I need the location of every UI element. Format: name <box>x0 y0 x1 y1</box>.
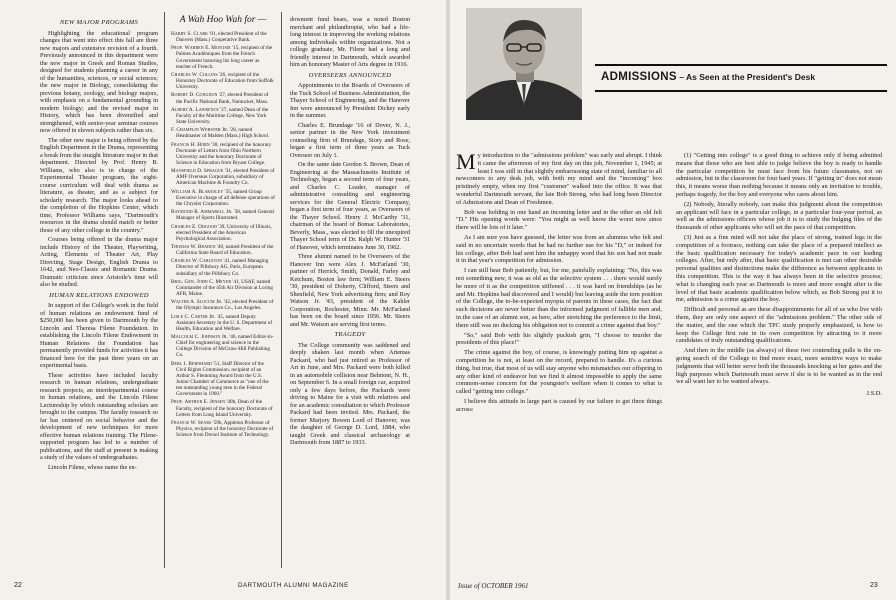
paragraph: (2) Nobody, literally nobody, can make this judgment about the competition an applicant will face in a particular college, in a particular four-year period, as well as the admissions officers whose job it is to study the bulging files of the thousands of other applicants who will set the pace of that competition. <box>676 200 882 232</box>
honor-item <box>171 189 275 207</box>
paragraph <box>456 152 662 207</box>
honor-item <box>171 399 275 417</box>
honoree-name: Thomas W. Braden <box>171 243 216 250</box>
section-new-major-programs <box>40 19 158 289</box>
page-number: 22 <box>14 582 22 589</box>
honoree-name: Francis W. Sears <box>171 419 212 426</box>
magazine-name: DARTMOUTH ALUMNI MAGAZINE <box>238 582 349 589</box>
honor-item <box>171 127 275 139</box>
honor-description: '59h, Appleton Professor of Physics, recipient of the honorary Doctorate of Science from Drexel Institute of Technology. <box>176 419 274 439</box>
right-column-1 <box>456 152 662 572</box>
honor-item <box>171 142 275 166</box>
honoree-name: Robert D. Congdon <box>171 92 218 99</box>
paragraph: I can still hear Bob patiently, but, for me, painfully explaining: "No, this was not something new, it was as old as the selective system . . . there would surely be more of it as the competition stiffened . . . it was hard on friendships (as he and Mr. Hopkins had discovered and I would) but leaving aside the torn position of the College, the to-be-expected myopia of parents in these cases, the fact that such decisions are never better than the informed judgment of fallible men and, in the case of an alumni son, as here, after stretching the preference to the limit, there still was no ducking his obligation not to commit a crime against that boy." <box>456 267 662 329</box>
section-heading: NEW MAJOR PROGRAMS <box>59 19 139 26</box>
honor-item <box>171 361 275 398</box>
paragraph: Difficult and personal as are these disappointments for all of us who live with them, they are only one aspect of the "admissions problem." The other side of the matter, and the one which the TPC study properly emphasized, is how to keep the College first rate in its own competition by attracting to it more candidates of truly outstanding qualifications. <box>676 306 882 345</box>
paragraph: (3) Just as a fine mind will not take the place of strong, trained legs in the competition of a footrace, nothing can take the place of a prepared intellect as the basic qualification necessary for today's academic pace in our leading colleges. After, but only after, that basic qualification is met can other desirable personal qualities and distinctions make the difference as between applicants in this competition. This is the way it has always been in the selective process; what is changing each year as Dartmouth is more and more sought after is the level of that basic academic qualification below which, as Bob Strong put it to me, admission is a crime against the boy. <box>676 233 882 304</box>
paragraph: As I am sure you have guessed, the letter was from an alumnus who felt and said in no uncertain words that he had no further use for his "D," or indeed for his college, after Bob had sent him the unhappy word that his son had not made it in that year's competition for admission. <box>456 233 662 265</box>
honor-description: '41, named Managing Director of Pillsbury AG, Paris, European subsidiary of the Pillsbury Co. <box>176 258 269 277</box>
paragraph: Three alumni named to be Overseers of the Hanover Inn were Alex J. McFarland '30, partner of Herrick, Smith, Donald, Farley and Ketchum, Boston law firm; William E. Steers '30, president of Doherty, Clifford, Steers and Shenfield, New York advertising firm; and Roy Watson Jr. '43, president of the Kahler Corporation, Rochester, Minn. Mr. McFarland has been on the board since 1956. Mr. Steers and Mr. Watson are serving first terms. <box>290 253 410 328</box>
section-heading: HUMAN RELATIONS ENDOWED <box>49 291 149 299</box>
honor-item <box>171 420 275 438</box>
sidebar-title: A Wah Hoo Wah for — <box>179 15 267 25</box>
paragraph: (1) "Getting into college" is a good thing to achieve only if being admitted means that those who are best able to judge believe the boy is ready to handle the particular competition he must face from his future classmates, not on admission, but in the classroom for four hard years. If "getting in" does not mean this, it means worse than nothing because it means only an invitation to trouble, perhaps tragedy, for the boy and everyone who cares about him. <box>676 152 882 198</box>
paragraph: And then in the middle (as always) of these two contending pulls is the on-going search of the College to find more exact, more sensitive ways to make judgments that will better serve both the thousands knocking at her gates and the high purposes which Dartmouth must serve if she is to be wanted as in the end we all want her to be wanted always. <box>676 347 882 386</box>
honor-description: '35, named Group Executive in charge of all defense operations of the Chrysler Corporation. <box>176 188 275 207</box>
portrait-photo-icon <box>466 8 582 120</box>
honor-description: '39, University of Illinois, elected President of the American Psychological Association. <box>176 223 272 242</box>
headline-top-rule <box>595 64 887 66</box>
honoree-name: Charles W. Collins <box>171 71 218 78</box>
honor-item <box>171 45 275 69</box>
right-page <box>450 0 896 600</box>
paragraph: The College community was saddened and deeply shaken last month when Artemas Packard, who had just retired as Professor of Art in June, and Mrs. Packard were both killed in an automobile collision near Belmont, N. H., on September 6. In a small foreign car, acquired only a few days before, the Packards were driving to Maine for a visit with relatives and for an academic consultation to which Professor Packard had been invited. Mrs. Packard, the former Marjory Bowen Lord of Hanover, was the daughter of George D. Lord, 1884, who taught Greek and classical archaeology at Dartmouth from 1887 to 1933. <box>290 341 410 446</box>
honoree-name: Prof. Arthur E. Jensen <box>171 399 226 406</box>
honoree-name: Charles W. Carleton <box>171 258 223 265</box>
honor-item <box>171 107 275 125</box>
honor-description: '45, named Deputy Assistant Secretary in the U. S. Department of Health, Education and Welfare. <box>176 313 273 332</box>
honor-description: '46, named Editor-in-Chief for engineering and science in the College Division of McGraw-Hill Publishing Co. <box>176 334 274 359</box>
signature: J.S.D. <box>866 390 882 398</box>
paragraph: dowment fund bears, was a noted Boston merchant and philanthropist, who had a life-long interest in improving the working relations among individuals within organizations. Not a college graduate, Mr. Filene had a long and friendly interest in Dartmouth, which awarded him an honorary Master of Arts degree in 1916. <box>290 16 410 68</box>
headline-subtitle: – As Seen at the President's Desk <box>676 72 816 82</box>
paragraph: Courses being offered in the drama major include History of the Theater, Playwriting, Acting, Elements of Theater Art, Play Directing, Stage Design, English Drama to 1642, and Neo-Classic and Romantic Drama. Dramatic criticism since Aristotle's time will also be studied. <box>40 236 158 288</box>
president-portrait <box>466 8 582 120</box>
section-human-relations <box>40 292 158 472</box>
honor-description: '15, recipient of the Palmes Académiques from the French Government honoring his long career as teacher of French. <box>176 45 273 70</box>
honor-description: '40, named President of the California State Board of Education. <box>176 243 274 257</box>
issue-date: Issue of OCTOBER 1961 <box>458 582 529 590</box>
honor-description: '51, Staff Director of the Civil Rights Commission, recipient of an Arthur S. Flemming Award from the U.S. Junior Chamber of Commerce as "one of the ten outstanding young men in the Federal Government in 1960." <box>176 360 269 398</box>
honoree-name: Malcolm C. Johnson Jr. <box>171 334 229 341</box>
honor-item <box>171 258 275 276</box>
honoree-name: F. Champlin Webster Jr. <box>171 127 229 134</box>
page-number: 23 <box>870 582 878 589</box>
honor-description: '40h, Dean of the Faculty, recipient of the honorary Doctorate of Letters from Long Island University. <box>176 399 273 418</box>
honor-description: '27, elected President of the Pacific National Bank, Nantucket, Mass. <box>176 92 269 105</box>
honor-item <box>171 72 275 90</box>
honor-description: '26, recipient of the Honorary Doctorate of Education from Suffolk University. <box>176 71 274 91</box>
honoree-name: Raymond R. Ammarell Jr. <box>171 209 233 216</box>
paragraph: Highlighting the educational program changes that went into effect this fall are three new majors and extensive revision of a fourth. Previously announced in this department were the new major in Greek and Roman Studies, designed for students planning a career in any of the humanities, sciences, or social sciences; the new major in Biology, consolidating the previous botany, zoology, and biology majors, with emphasis on a fundamental grounding in modern biology; and the revised major in History, which has been diversified and strengthened, with senior-year seminar courses now offered in eleven subjects rather than six. <box>40 29 158 134</box>
honor-description: '38, named General Manager of Sports Illustrated. <box>176 209 275 222</box>
paragraph: The other new major is being offered by the English Department in the Drama, representing a break from the straight literature major in that department. Directed by Prof. Henry B. Williams, who also is in charge of the Experimental Theater program, the eight-course curriculum will deal with drama as literature, as theater, and as a subject for scholarly research. The major looks ahead to the completion of the Hopkins Center, which time, Professor Williams says, "Dartmouth's resources in the drama should match or better those of any other college in the country." <box>40 136 158 234</box>
headline-main: ADMISSIONS <box>601 71 677 83</box>
honoree-name: Albert A. Lawrence <box>171 106 219 113</box>
honor-item <box>171 334 275 358</box>
paragraph: Charles E. Brundage '16 of Dover, N. J., senior partner in the New York investment counseling firm of Brundage, Story and Rose, began a first term of three years as Tuck Overseer on July 1. <box>290 121 410 159</box>
honor-item <box>171 92 275 104</box>
honoree-name: Charles E. Odgood <box>171 223 217 230</box>
honor-item <box>171 168 275 186</box>
left-page <box>0 0 446 600</box>
honoree-name: Mansfield D. Sprague <box>171 168 224 175</box>
honoree-name: Walter A. Slocum Jr. <box>171 299 223 306</box>
honor-item <box>171 279 275 297</box>
left-column-3 <box>290 16 410 574</box>
honoree-name: Francis H. Horn <box>171 141 210 148</box>
honor-description: '41, USAF, named Commander of the 45th Air Division at Loring AFB, Maine. <box>176 278 273 297</box>
honoree-name: Harry S. Clark <box>171 31 209 37</box>
section-heading: OVERSEERS ANNOUNCED <box>308 71 392 79</box>
honor-description: '28, named Headmaster of Malden (Mass.) High School. <box>176 127 270 140</box>
honor-item <box>171 314 275 332</box>
dropcap: M <box>456 152 476 174</box>
honor-item <box>171 209 275 221</box>
article-headline <box>595 64 887 94</box>
honor-description: '27, named Dean of the Faculty of the Maritime College, New York State University. <box>176 106 269 125</box>
honors-list <box>171 31 275 438</box>
honoree-name: Lisle C. Carter Jr. <box>171 313 216 320</box>
honor-description: '31, elected President of AMF Overseas Corporation, subsidiary of American Machine & Foundry Co. <box>176 168 275 187</box>
paragraph: Bob was holding in one hand an incoming letter and in the other an old felt "D." His opening words were: "You might as well know the worst now since there will be lots of it later." <box>456 208 662 232</box>
headline-bottom-rule <box>595 90 887 92</box>
opening-text: y introduction to the "admissions problem" was early and abrupt. I think it came the afternoon of my first day on this job, November 1, 1945; at least I was still in that slightly embarrassing state of mind, familiar to all newcomers to any desk job, with both my mind and the "incoming" box pristinely empty, when my first "customer" walked into the office. It was that wonderful Dartmouth servant, the late Bob Strong, who had long been Director of Admissions and Dean of Freshmen. <box>456 152 662 206</box>
paragraph: I believe this attitude in large part is caused by our failure to get three things across: <box>456 397 662 413</box>
headline-text <box>601 71 815 83</box>
honor-item <box>171 224 275 242</box>
paragraph: Lincoln Filene, whose name the en- <box>48 463 137 471</box>
honor-item <box>171 31 275 43</box>
left-column-1 <box>40 16 158 574</box>
honor-description: '01, elected President of the Danvers (Mass.) Cooperative Bank. <box>176 31 267 44</box>
paragraph: "So," said Bob with his slightly puckish grin, "I choose to murder the presidents of this place!" <box>456 331 662 347</box>
honoree-name: Prof. Warren E. Montsie <box>171 45 231 52</box>
section-heading: TRAGEDY <box>334 331 366 338</box>
honor-item <box>171 244 275 256</box>
honoree-name: Berl I. Bernhard <box>171 360 213 367</box>
honor-description: '42, elected President of the Olympic Insurance Co., Los Angeles. <box>176 299 274 312</box>
honoree-name: Brig. Gen. John C. Meyer <box>171 278 232 285</box>
paragraph: These activities have included faculty research in human relations, undergraduate research projects, an interdepartmental course in human relations, and the Lincoln Filene Lectureship by which outstanding scholars are brought to the campus. The faculty research so far has centered on social behavior and the development of new techniques for more effective human relations training. The Filene-supported program has led to a number of publications, and the staff at present is making a study of the values of undergraduates. <box>40 371 158 461</box>
honoree-name: William A. Blakesley <box>171 188 224 195</box>
section-tragedy <box>290 331 410 447</box>
paragraph: The crime against the boy, of course, is knowingly putting him up against a competition he is not, at least on the record, prepared to handle. It's a curious thing, but true, that most of us will stay anyone who mismatches our offspring in any other kind of endeavor but we find it almost impossible to apply the same common-sense concern for the youngster's welfare when it comes to what is called "getting into college." <box>456 349 662 396</box>
paragraph: Appointments to the Boards of Overseers of the Tuck School of Business Administration, the Thayer School of Engineering, and the Hanover Inn were announced by President Dickey early in the summer. <box>290 82 410 119</box>
paragraph: In support of the College's work in the field of human relations an endowment fund of $250,000 has been given to Dartmouth by the Lincoln and Theresa Filene Foundation. In establishing the Lincoln Filene Endowment in Human Relations the Foundation has permanently provided funds for activities it has financed here for the past three years on an experimental basis. <box>40 302 158 369</box>
right-column-2 <box>676 152 882 572</box>
paragraph: On the same date Gordon S. Brown, Dean of Engineering at the Massachusetts Institute of Technology, began a second term of four years, and Charles C. Leader, manager of administrative consulting and engineering services for the General Electric Company, began a first term of four years, as Overseers of the Thayer School. Henry J. McCarthy '31, chairman of the board of Bomac Laboratories, Beverly, Mass., was elected to fill the unexpired Thayer School term of Dr. Ralph W. Hunter '31 of Hanover, which terminates June 30, 1962. <box>290 161 410 251</box>
honor-item <box>171 299 275 311</box>
honor-description: '30, recipient of the honorary Doctorate of Letters from Ohio Northern University and the honorary Doctorate of Science in Education from Bryant College. <box>176 141 272 166</box>
section-overseers <box>290 72 410 329</box>
wah-hoo-wah-sidebar <box>164 12 282 568</box>
